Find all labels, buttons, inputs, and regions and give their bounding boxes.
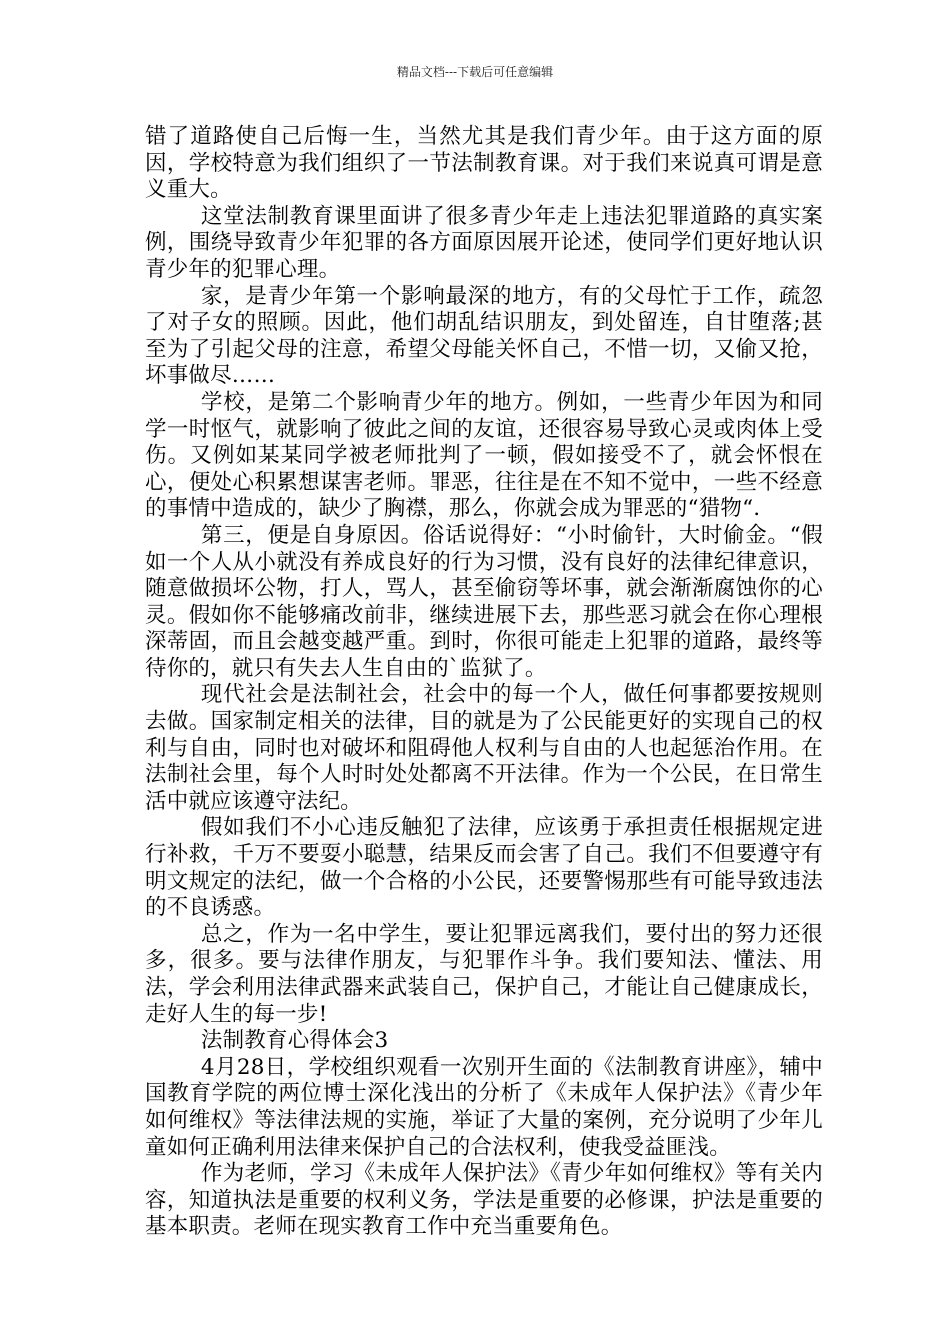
page-header: 精品文档---下载后可任意编辑 xyxy=(396,65,554,79)
paragraph: 第三，便是自身原因。俗话说得好：“小时偷针，大时偷金。“假如一个人从小就没有养成良好的行为习惯，没有良好的法律纪律意识，随意做损坏公物，打人，骂人，甚至偷窃等坏事，就会渐渐腐蚀你的心灵。假如你不能够痛改前非，继续进展下去，那些恶习就会在你心理根深蒂固，而且会越变越严重。到时，你很可能走上犯罪的道路，最终等待你的，就只有失去人生自由的`监狱了。 xyxy=(145,522,823,681)
paragraph: 学校，是第二个影响青少年的地方。例如，一些青少年因为和同学一时怄气，就影响了彼此之间的友谊，还很容易导致心灵或肉体上受伤。又例如某某同学被老师批判了一顿，假如接受不了，就会怀恨在心，便处心积累想谋害老师。罪恶，往往是在不知不觉中，一些不经意的事情中造成的，缺少了胸襟，那么，你就会成为罪恶的“猎物“. xyxy=(145,389,823,522)
section-heading: 法制教育心得体会3 xyxy=(200,1028,389,1054)
paragraph: 总之，作为一名中学生，要让犯罪远离我们，要付出的努力还很多，很多。要与法律作朋友，与犯罪作斗争。我们要知法、懂法、用法，学会利用法律武器来武装自己，保护自己，才能让自己健康成长，走好人生的每一步! xyxy=(145,921,823,1027)
paragraph: 4月28日，学校组织观看一次别开生面的《法制教育讲座》，辅中国教育学院的两位博士深化浅出的分析了《未成年人保护法》《青少年如何维权》等法律法规的实施，举证了大量的案例，充分说明了少年儿童如何正确利用法律来保护自己的合法权利，使我受益匪浅。 xyxy=(145,1054,823,1160)
paragraph: 家，是青少年第一个影响最深的地方，有的父母忙于工作，疏忽了对子女的照顾。因此，他们胡乱结识朋友，到处留连，自甘堕落;甚至为了引起父母的注意，希望父母能关怀自己，不惜一切，又偷又抢，坏事做尽…… xyxy=(145,283,823,389)
paragraph: 现代社会是法制社会，社会中的每一个人，做任何事都要按规则去做。国家制定相关的法律，目的就是为了公民能更好的实现自己的权利与自由，同时也对破坏和阻碍他人权利与自由的人也起惩治作用。在法制社会里，每个人时时处处都离不开法律。作为一个公民，在日常生活中就应该遵守法纪。 xyxy=(145,682,823,814)
document-body xyxy=(145,124,823,1241)
paragraph: 假如我们不小心违反触犯了法律，应该勇于承担责任根据规定进行补救，千万不要耍小聪慧，结果反而会害了自己。我们不但要遵守有明文规定的法纪，做一个合格的小公民，还要警惕那些有可能导致违法的不良诱惑。 xyxy=(145,815,823,921)
paragraph: 错了道路使自己后悔一生，当然尤其是我们青少年。由于这方面的原因，学校特意为我们组织了一节法制教育课。对于我们来说真可谓是意义重大。 xyxy=(145,124,823,203)
paragraph: 这堂法制教育课里面讲了很多青少年走上违法犯罪道路的真实案例，围绕导致青少年犯罪的各方面原因展开论述，使同学们更好地认识青少年的犯罪心理。 xyxy=(145,203,823,282)
paragraph: 作为老师，学习《未成年人保护法》《青少年如何维权》等有关内容，知道执法是重要的权利义务，学法是重要的必修课，护法是重要的基本职责。老师在现实教育工作中充当重要角色。 xyxy=(145,1161,823,1240)
